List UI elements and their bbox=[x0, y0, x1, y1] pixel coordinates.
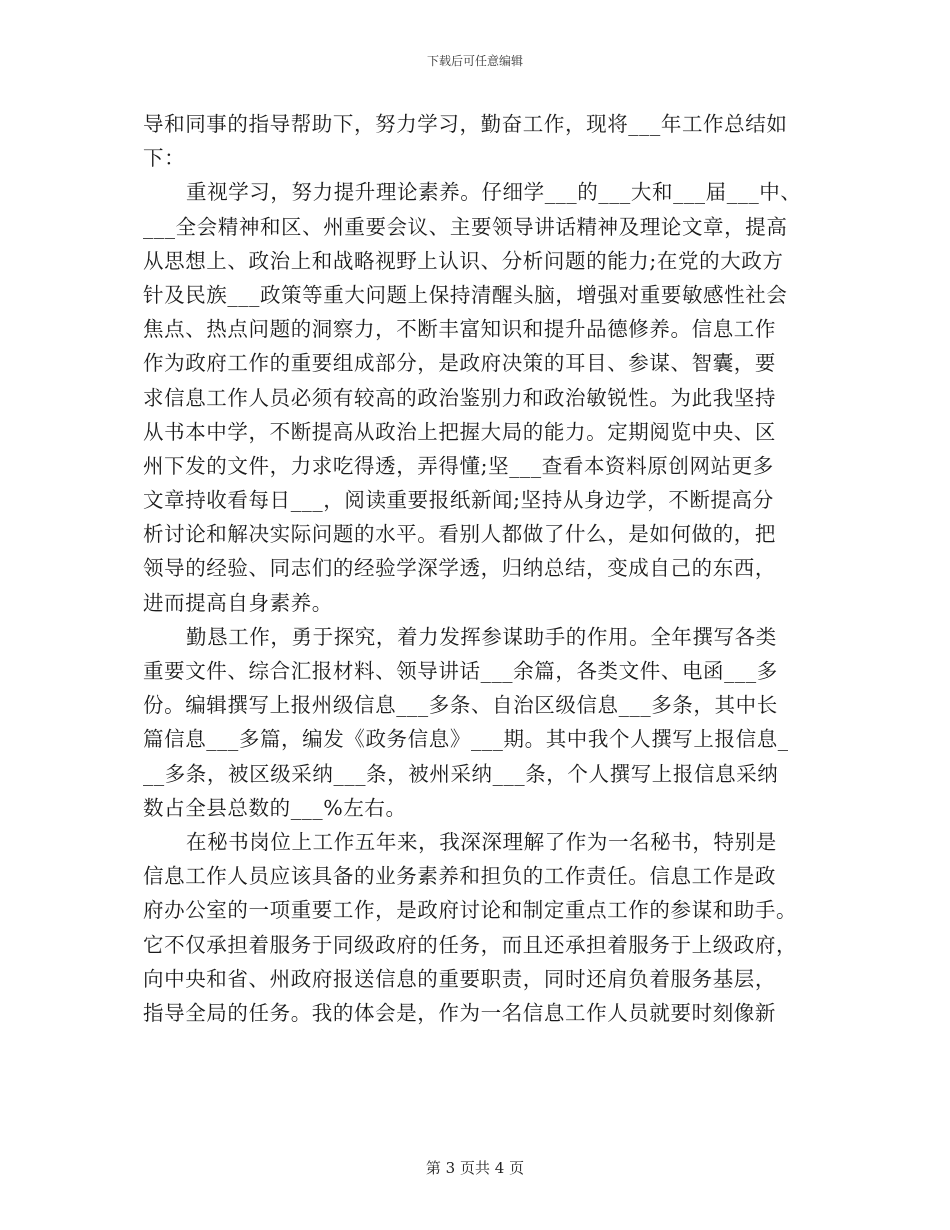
text-line: 领导的经验、同志们的经验学深学透，归纳总结，变成自己的东西， bbox=[143, 556, 776, 581]
text-line: 下： bbox=[143, 146, 186, 171]
text-line: 求信息工作人员必须有较高的政治鉴别力和政治敏锐性。为此我坚持 bbox=[143, 385, 776, 410]
paragraph-start-line: 在秘书岗位上工作五年来，我深深理解了作为一名秘书，特别是 bbox=[186, 829, 777, 854]
paragraph-start-line: 重视学习，努力提升理论素养。仔细学___的___大和___届___中、 bbox=[186, 180, 802, 205]
text-line: 进而提高自身素养。 bbox=[143, 590, 333, 615]
text-line: 导和同事的指导帮助下，努力学习，勤奋工作，现将___年工作总结如 bbox=[143, 112, 788, 136]
text-line: 重要文件、综合汇报材料、领导讲话___余篇，各类文件、电函___多 bbox=[143, 659, 778, 683]
text-line: 篇信息___多篇，编发《政务信息》___期。其中我个人撰写上报信息_ bbox=[143, 727, 789, 752]
text-line: 向中央和省、州政府报送信息的重要职责，同时还肩负着服务基层， bbox=[143, 966, 776, 991]
page-footer: 第 3 页共 4 页 bbox=[425, 1159, 525, 1177]
text-line: 府办公室的一项重要工作，是政府讨论和制定重点工作的参谋和助手。 bbox=[143, 898, 798, 923]
text-line: 信息工作人员应该具备的业务素养和担负的工作责任。信息工作是政 bbox=[143, 864, 776, 889]
text-line: 文章持收看每日___，阅读重要报纸新闻;坚持从身边学，不断提高分 bbox=[143, 488, 774, 513]
paragraph-start-line: 勤恳工作，勇于探究，着力发挥参谋助手的作用。全年撰写各类 bbox=[186, 624, 777, 649]
text-line: ___全会精神和区、州重要会议、主要领导讲话精神及理论文章，提高 bbox=[143, 214, 788, 239]
text-line: 焦点、热点问题的洞察力，不断丰富知识和提升品德修养。信息工作 bbox=[143, 317, 776, 342]
text-line: 份。编辑撰写上报州级信息___多条、自治区级信息___多条，其中长 bbox=[143, 693, 778, 718]
text-line: 从书本中学，不断提高从政治上把握大局的能力。定期阅览中央、区 bbox=[143, 419, 776, 444]
text-line: 析讨论和解决实际问题的水平。看别人都做了什么，是如何做的，把 bbox=[143, 522, 776, 547]
text-line: 州下发的文件，力求吃得透，弄得懂;坚___查看本资料原创网站更多 bbox=[143, 453, 774, 478]
text-line: 针及民族___政策等重大问题上保持清醒头脑，增强对重要敏感性社会 bbox=[143, 282, 788, 307]
page-header: 下载后可任意编辑 bbox=[426, 54, 523, 68]
text-line: 数占全县总数的___%左右。 bbox=[143, 795, 407, 820]
document-body bbox=[143, 107, 813, 1030]
text-line: 它不仅承担着服务于同级政府的任务，而且还承担着服务于上级政府， bbox=[143, 932, 798, 957]
text-line: 从思想上、政治上和战略视野上认识、分析问题的能力;在党的大政方 bbox=[143, 248, 784, 273]
text-line: 指导全局的任务。我的体会是，作为一名信息工作人员就要时刻像新 bbox=[143, 1000, 776, 1025]
text-line: __多条，被区级采纳___条，被州采纳___条，个人撰写上报信息采纳 bbox=[143, 761, 779, 786]
text-line: 作为政府工作的重要组成部分，是政府决策的耳目、参谋、智囊，要 bbox=[143, 351, 776, 376]
